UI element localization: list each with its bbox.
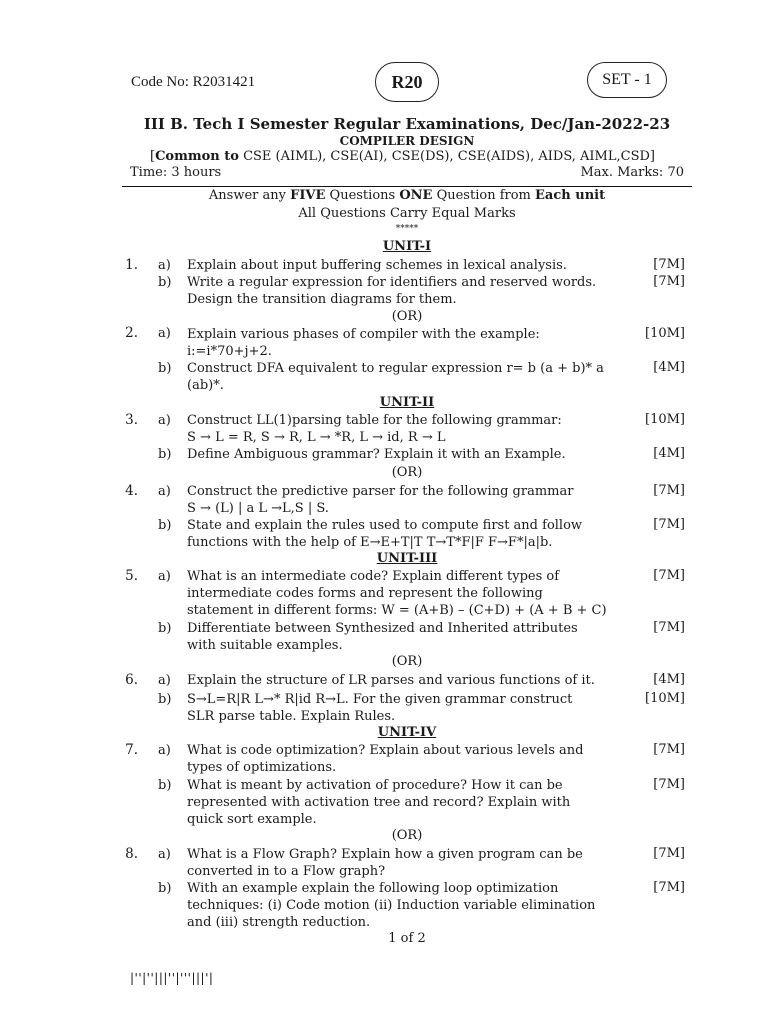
barcode: |''|''|||''|'''|||'| [130, 971, 214, 985]
unit-heading: UNIT-IV [377, 725, 437, 740]
question-text: (ab)*. [187, 378, 224, 393]
or-separator: (OR) [391, 828, 423, 843]
question-text: State and explain the rules used to compute first and follow [187, 518, 583, 533]
question-text: types of optimizations. [187, 760, 337, 775]
question-text: Define Ambiguous grammar? Explain it with an Example. [187, 447, 566, 462]
question-text: S → (L) | a L →L,S | S. [187, 501, 329, 516]
question-text: What is an intermediate code? Explain different types of [187, 569, 560, 584]
question-text: Construct LL(1)parsing table for the following grammar: [187, 413, 562, 428]
question-text: Design the transition diagrams for them. [187, 292, 457, 307]
question-number: 5. [125, 568, 138, 584]
exam-time: Time: 3 hours [130, 165, 222, 180]
question-text: and (iii) strength reduction. [187, 915, 371, 930]
question-number: 1. [125, 257, 138, 273]
part-label: a) [158, 847, 171, 862]
part-label: b) [158, 361, 172, 376]
question-text: Explain various phases of compiler with the example: [187, 327, 540, 342]
question-text: With an example explain the following loop optimization [187, 881, 559, 896]
question-number: 4. [125, 483, 138, 499]
question-text: statement in different forms: W = (A+B) – (C+D) + (A + B + C) [187, 603, 607, 618]
question-marks: [7M] [653, 483, 685, 498]
part-label: b) [158, 275, 172, 290]
question-text: converted in to a Flow graph? [187, 864, 386, 879]
part-label: a) [158, 258, 171, 273]
exam-title: III B. Tech I Semester Regular Examinations, Dec/Jan-2022-23 [143, 115, 671, 133]
question-marks: [7M] [653, 257, 685, 272]
part-label: b) [158, 447, 172, 462]
unit-heading: UNIT-II [379, 395, 435, 410]
question-text: with suitable examples. [187, 638, 343, 653]
question-text: S→L=R|R L→* R|id R→L. For the given grammar construct [187, 692, 573, 707]
separator-stars: ***** [395, 224, 419, 234]
question-marks: [7M] [653, 846, 685, 861]
question-text: Construct the predictive parser for the following grammar [187, 484, 574, 499]
header-divider [122, 186, 692, 187]
regulation-badge: R20 [375, 62, 439, 102]
unit-heading: UNIT-I [382, 239, 432, 254]
or-separator: (OR) [391, 465, 423, 480]
question-text: i:=i*70+j+2. [187, 344, 272, 359]
question-number: 3. [125, 412, 138, 428]
question-text: Construct DFA equivalent to regular expression r= b (a + b)* a [187, 361, 604, 376]
part-label: b) [158, 518, 172, 533]
part-label: a) [158, 413, 171, 428]
question-text: quick sort example. [187, 812, 317, 827]
question-marks: [7M] [653, 620, 685, 635]
question-marks: [10M] [645, 691, 685, 706]
part-label: a) [158, 326, 171, 341]
part-label: b) [158, 692, 172, 707]
common-to-line: [Common to CSE (AIML), CSE(AI), CSE(DS), CSE(AIDS), AIDS, AIML,CSD] [150, 149, 655, 164]
question-text: techniques: (i) Code motion (ii) Induction variable elimination [187, 898, 596, 913]
instructions-line-1: Answer any FIVE Questions ONE Question from Each unit [208, 188, 606, 203]
question-text: What is a Flow Graph? Explain how a given program can be [187, 847, 583, 862]
part-label: b) [158, 778, 172, 793]
part-label: a) [158, 484, 171, 499]
question-text: represented with activation tree and record? Explain with [187, 795, 571, 810]
question-text: Write a regular expression for identifiers and reserved words. [187, 275, 597, 290]
part-label: a) [158, 743, 171, 758]
question-text: Explain the structure of LR parses and various functions of it. [187, 673, 595, 688]
question-text: SLR parse table. Explain Rules. [187, 709, 396, 724]
question-marks: [10M] [645, 412, 685, 427]
question-marks: [7M] [653, 742, 685, 757]
question-marks: [4M] [653, 672, 685, 687]
question-text: S → L = R, S → R, L → *R, L → id, R → L [187, 430, 446, 445]
page-number: 1 of 2 [388, 931, 426, 946]
question-number: 2. [125, 325, 138, 341]
question-text: Differentiate between Synthesized and Inherited attributes [187, 621, 578, 636]
or-separator: (OR) [391, 309, 423, 324]
question-number: 7. [125, 742, 138, 758]
question-marks: [10M] [645, 326, 685, 341]
question-marks: [4M] [653, 446, 685, 461]
part-label: b) [158, 621, 172, 636]
question-marks: [7M] [653, 274, 685, 289]
question-marks: [4M] [653, 360, 685, 375]
part-label: a) [158, 569, 171, 584]
question-marks: [7M] [653, 777, 685, 792]
subject-title: COMPILER DESIGN [339, 134, 475, 148]
unit-heading: UNIT-III [376, 551, 438, 566]
question-text: intermediate codes forms and represent the following [187, 586, 543, 601]
max-marks: Max. Marks: 70 [580, 165, 684, 180]
question-text: Explain about input buffering schemes in lexical analysis. [187, 258, 567, 273]
question-marks: [7M] [653, 880, 685, 895]
code-number: Code No: R2031421 [131, 74, 256, 90]
question-marks: [7M] [653, 517, 685, 532]
question-text: What is code optimization? Explain about various levels and [187, 743, 584, 758]
question-text: What is meant by activation of procedure? How it can be [187, 778, 563, 793]
question-number: 8. [125, 846, 138, 862]
part-label: b) [158, 881, 172, 896]
part-label: a) [158, 673, 171, 688]
question-number: 6. [125, 672, 138, 688]
question-text: functions with the help of E→E+T|T T→T*F|F F→F*|a|b. [187, 535, 553, 550]
set-badge: SET - 1 [587, 62, 667, 98]
question-marks: [7M] [653, 568, 685, 583]
instructions-line-2: All Questions Carry Equal Marks [298, 206, 516, 221]
or-separator: (OR) [391, 654, 423, 669]
